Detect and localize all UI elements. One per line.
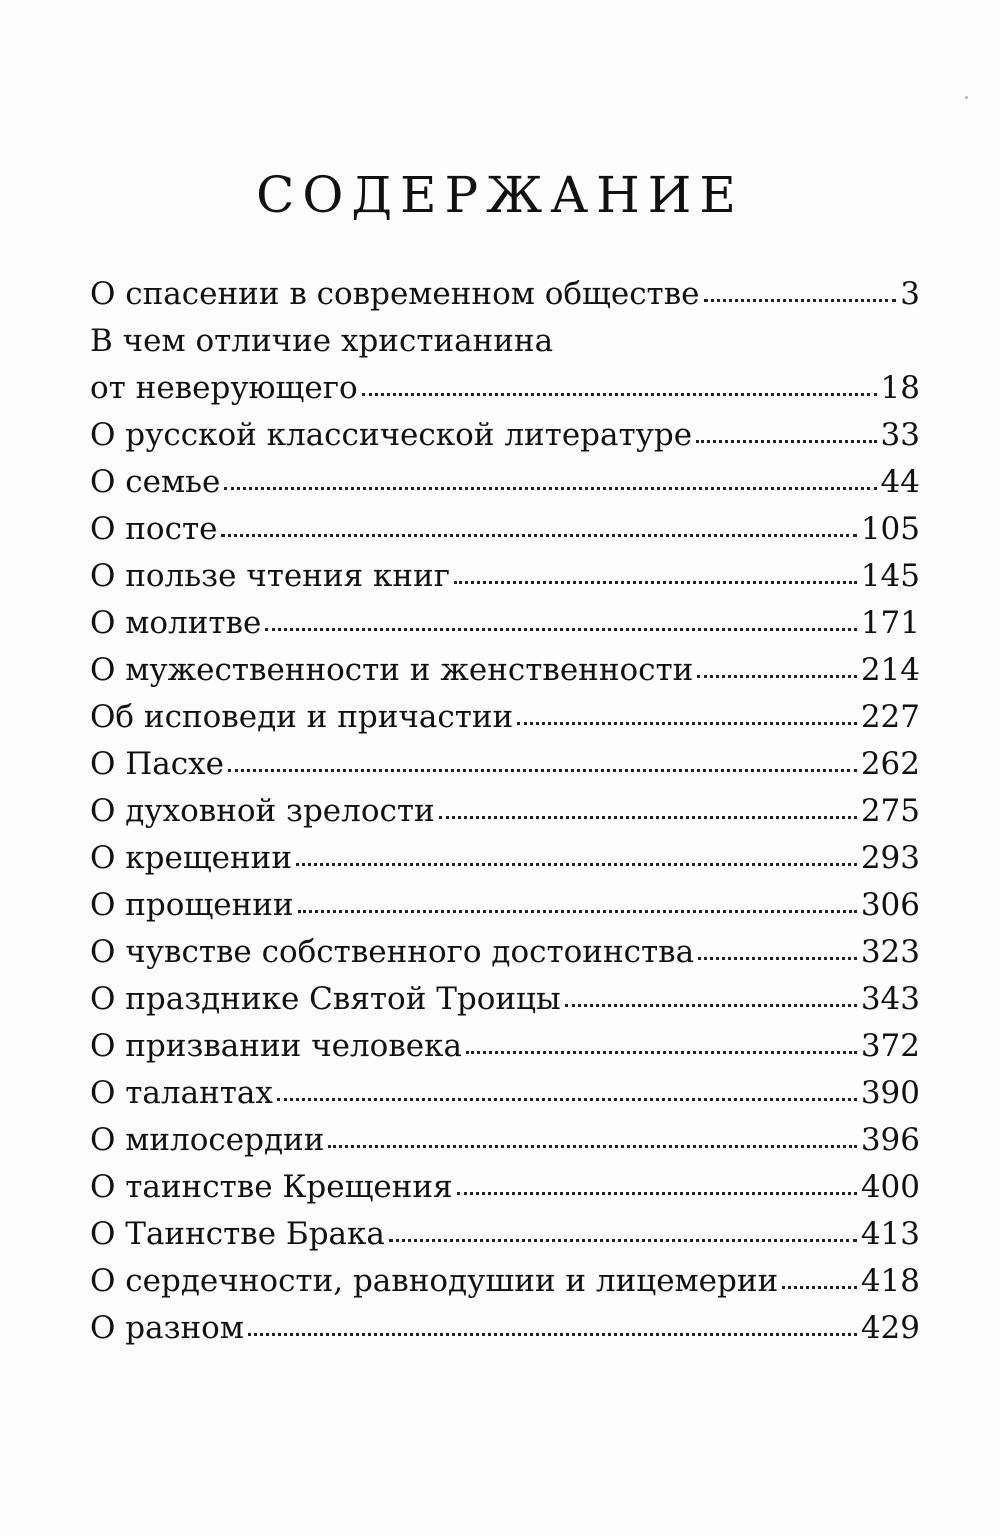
toc-entry: [90, 412, 920, 459]
toc-page-number: 105: [860, 511, 920, 547]
toc-entry: [90, 553, 920, 600]
dot-leader: [328, 1144, 856, 1148]
toc-page-number: 227: [860, 699, 920, 735]
page-title: СОДЕРЖАНИЕ: [256, 166, 744, 224]
toc-page-number: 145: [860, 558, 920, 594]
dot-leader: [228, 768, 857, 772]
toc-entry-title: О призвании человека: [90, 1028, 462, 1064]
toc-page-number: 413: [860, 1216, 920, 1252]
toc-page-number: 429: [860, 1310, 920, 1346]
toc-page-number: 3: [900, 276, 920, 312]
toc-entry-title: О Пасхе: [90, 746, 224, 782]
toc-entry: [90, 976, 920, 1023]
dot-leader: [362, 392, 877, 396]
dot-leader: [221, 533, 856, 537]
toc-entry-title: О прощении: [90, 887, 294, 923]
toc-entry: [90, 1117, 920, 1164]
toc-entry: [90, 459, 920, 506]
toc-entry: [90, 694, 920, 741]
toc-page-number: 293: [860, 840, 920, 876]
toc-entry-title: О духовной зрелости: [90, 793, 435, 829]
dot-leader: [457, 1191, 857, 1195]
toc-entry-title: О посте: [90, 511, 218, 547]
toc-entry-title: О разном: [90, 1310, 244, 1346]
dot-leader: [517, 721, 857, 725]
toc-entry-title: О пользе чтения книг: [90, 558, 450, 594]
toc-page-number: 390: [860, 1075, 920, 1111]
toc-entry-title: Об исповеди и причастии: [90, 699, 514, 735]
toc-entry: [90, 1164, 920, 1211]
toc-page-number: 372: [860, 1028, 920, 1064]
dot-leader: [389, 1238, 857, 1242]
dot-leader: [698, 956, 857, 960]
toc-entry: [90, 1070, 920, 1117]
toc-entry: [90, 1305, 920, 1352]
toc-entry-title: О молитве: [90, 605, 262, 641]
dot-leader: [697, 674, 857, 678]
dot-leader: [248, 1332, 857, 1336]
toc-page-number: 18: [880, 370, 920, 406]
toc-entry: [90, 647, 920, 694]
toc-entry-title: О празднике Святой Троицы: [90, 981, 561, 1017]
toc-entry: [90, 1258, 920, 1305]
toc-page-number: 262: [860, 746, 920, 782]
dot-leader: [704, 298, 897, 302]
toc-entry-title: от неверующего: [90, 370, 358, 406]
toc-page-number: 214: [860, 652, 920, 688]
toc-entry-title: О чувстве собственного достоинства: [90, 934, 695, 970]
toc-entry: [90, 600, 920, 647]
toc-entry-title: О милосердии: [90, 1122, 325, 1158]
toc-entry-title: О крещении: [90, 840, 292, 876]
toc-page-number: 343: [860, 981, 920, 1017]
toc-entry-title: О Таинстве Брака: [90, 1216, 385, 1252]
toc-entry-title: О спасении в современном обществе: [90, 276, 700, 312]
toc-page-number: 306: [860, 887, 920, 923]
toc-page-number: 44: [880, 464, 920, 500]
dot-leader: [277, 1097, 857, 1101]
toc-entry-title: О талантах: [90, 1075, 273, 1111]
table-of-contents: [90, 271, 920, 1352]
dot-leader: [782, 1285, 857, 1289]
toc-entry: [90, 271, 920, 318]
dot-leader: [224, 486, 876, 490]
dot-leader: [454, 580, 857, 584]
toc-entry-title-line1: В чем отличие христианина: [90, 323, 554, 359]
toc-page-number: 33: [880, 417, 920, 453]
dot-leader: [565, 1003, 857, 1007]
dot-leader: [298, 909, 857, 913]
toc-entry: [90, 741, 920, 788]
toc-page-number: 275: [860, 793, 920, 829]
toc-entry: [90, 882, 920, 929]
toc-entry: [90, 318, 920, 412]
toc-page-number: 396: [860, 1122, 920, 1158]
dot-leader: [265, 627, 856, 631]
toc-entry: [90, 506, 920, 553]
dot-leader: [296, 862, 857, 866]
dot-leader: [439, 815, 857, 819]
toc-entry-title: О мужественности и женственности: [90, 652, 694, 688]
toc-entry-title: О русской классической литературе: [90, 417, 693, 453]
toc-entry: [90, 1211, 920, 1258]
toc-entry-title: О семье: [90, 464, 221, 500]
dot-leader: [466, 1050, 857, 1054]
toc-page-number: 418: [860, 1263, 920, 1299]
toc-entry-title: О таинстве Крещения: [90, 1169, 453, 1205]
dot-leader: [696, 439, 876, 443]
paper-speck: [965, 96, 968, 99]
toc-entry: [90, 788, 920, 835]
toc-page-number: 171: [860, 605, 920, 641]
toc-entry-title: О сердечности, равнодушии и лицемерии: [90, 1263, 779, 1299]
toc-entry: [90, 929, 920, 976]
toc-page-number: 400: [860, 1169, 920, 1205]
toc-entry: [90, 835, 920, 882]
toc-page-number: 323: [860, 934, 920, 970]
toc-entry: [90, 1023, 920, 1070]
